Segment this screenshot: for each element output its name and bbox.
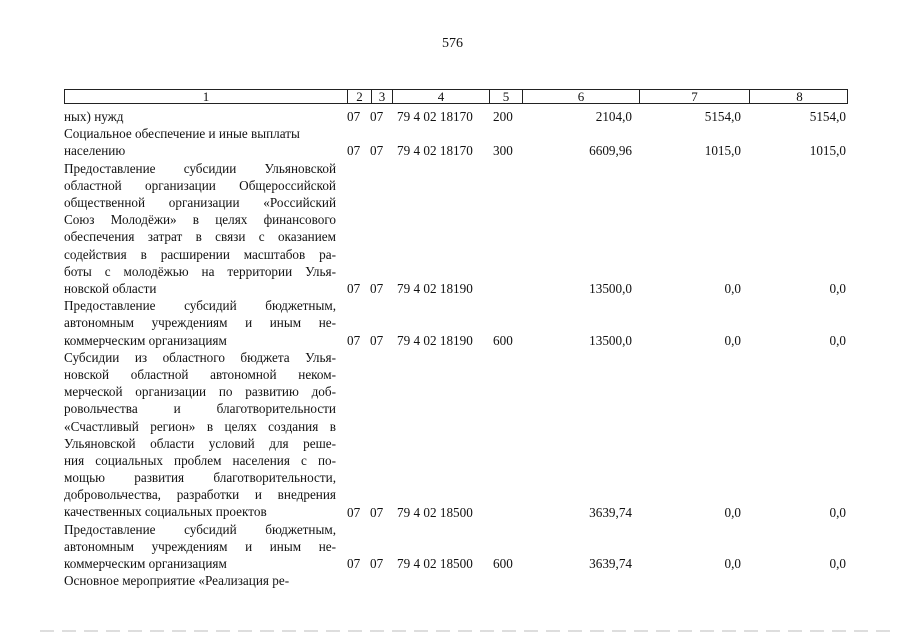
description-line: содействия в расширении масштабов ра- [64,246,336,262]
description-line: Основное мероприятие «Реализация ре- [64,573,290,589]
row-description [64,160,336,298]
header-col-7: 7 [640,90,750,103]
description-line: Ульяновской области условий для реше- [64,435,336,451]
header-col-2: 2 [348,90,372,103]
description-line: Субсидии из областного бюджета Улья- [64,349,336,365]
cell-c2: 07 [347,143,361,159]
description-line: коммерческим организациям [64,332,227,348]
description-line: автономным учреждениям и иным не- [64,315,336,331]
description-line: коммерческим организациям [64,556,227,572]
cell-c6: 3639,74 [589,504,632,520]
cell-c6: 13500,0 [589,332,632,348]
table-row [0,349,905,521]
row-description [64,521,336,573]
description-line: новской области [64,280,157,296]
header-col-3: 3 [372,90,393,103]
table-header [64,89,848,104]
table-row [0,297,905,349]
cell-c7: 0,0 [724,332,741,348]
description-line: автономным учреждениям и иным не- [64,538,336,554]
cell-c5: 200 [493,109,513,124]
description-line: Предоставление субсидии Ульяновской [64,160,336,176]
table-row [0,572,905,589]
description-line: мощью развития благотворительности, [64,470,336,486]
cell-c5: 600 [493,556,513,572]
scan-artifact [40,630,890,632]
cell-c2: 07 [347,504,361,520]
cell-c4: 79 4 02 18170 [397,143,473,159]
cell-c2: 07 [347,280,361,296]
cell-c3: 07 [370,332,384,348]
description-line: ровольчества и благотворительности [64,401,336,417]
cell-c7: 0,0 [724,280,741,296]
cell-c4: 79 4 02 18170 [397,109,473,124]
description-line: мерческой организации по развитию доб- [64,384,336,400]
description-line: «Счастливый регион» в целях создания в [64,418,336,434]
cell-c2: 07 [347,109,361,124]
cell-c5: 300 [493,143,513,159]
cell-c3: 07 [370,504,384,520]
description-line: ных) нужд [64,109,124,124]
description-line: обеспечения затрат в связи с оказанием [64,229,336,245]
cell-c4: 79 4 02 18190 [397,332,473,348]
description-line: Союз Молодёжи» в целях финансового [64,212,336,228]
cell-c7: 0,0 [724,556,741,572]
table-row [0,125,905,159]
table-row [0,108,905,125]
description-line: областной организации Общероссийской [64,177,336,193]
cell-c8: 0,0 [829,556,846,572]
cell-c3: 07 [370,280,384,296]
table-row [0,160,905,298]
cell-c8: 5154,0 [809,109,846,124]
description-line: ния социальных проблем населения с по- [64,452,336,468]
description-line: Предоставление субсидий бюджетным, [64,298,336,314]
description-line: боты с молодёжью на территории Улья- [64,263,336,279]
cell-c3: 07 [370,556,384,572]
header-col-5: 5 [490,90,523,103]
description-line: населению [64,143,126,159]
cell-c3: 07 [370,143,384,159]
cell-c3: 07 [370,109,384,124]
cell-c8: 0,0 [829,280,846,296]
cell-c4: 79 4 02 18500 [397,504,473,520]
cell-c5: 600 [493,332,513,348]
cell-c6: 3639,74 [589,556,632,572]
cell-c2: 07 [347,556,361,572]
cell-c6: 13500,0 [589,280,632,296]
header-col-1: 1 [65,90,348,103]
cell-c8: 0,0 [829,332,846,348]
row-description [64,349,336,521]
page-number: 576 [442,36,463,51]
header-col-4: 4 [393,90,490,103]
row-description [64,572,336,589]
cell-c6: 6609,96 [589,143,632,159]
cell-c8: 1015,0 [809,143,846,159]
header-col-6: 6 [523,90,640,103]
description-line: добровольчества, разработки и внедрения [64,487,336,503]
cell-c4: 79 4 02 18190 [397,280,473,296]
cell-c8: 0,0 [829,504,846,520]
cell-c4: 79 4 02 18500 [397,556,473,572]
row-description [64,108,336,125]
description-line: Социальное обеспечение и иные выплаты [64,126,300,142]
row-description [64,297,336,349]
description-line: общественной организации «Российский [64,194,336,210]
cell-c7: 1015,0 [704,143,741,159]
description-line: качественных социальных проектов [64,504,267,520]
cell-c7: 5154,0 [704,109,741,124]
header-col-8: 8 [796,89,803,104]
row-description [64,125,336,159]
cell-c6: 2104,0 [595,109,632,124]
cell-c2: 07 [347,332,361,348]
description-line: Предоставление субсидий бюджетным, [64,521,336,537]
cell-c7: 0,0 [724,504,741,520]
description-line: новской областной автономной неком- [64,366,336,382]
table-row [0,521,905,573]
